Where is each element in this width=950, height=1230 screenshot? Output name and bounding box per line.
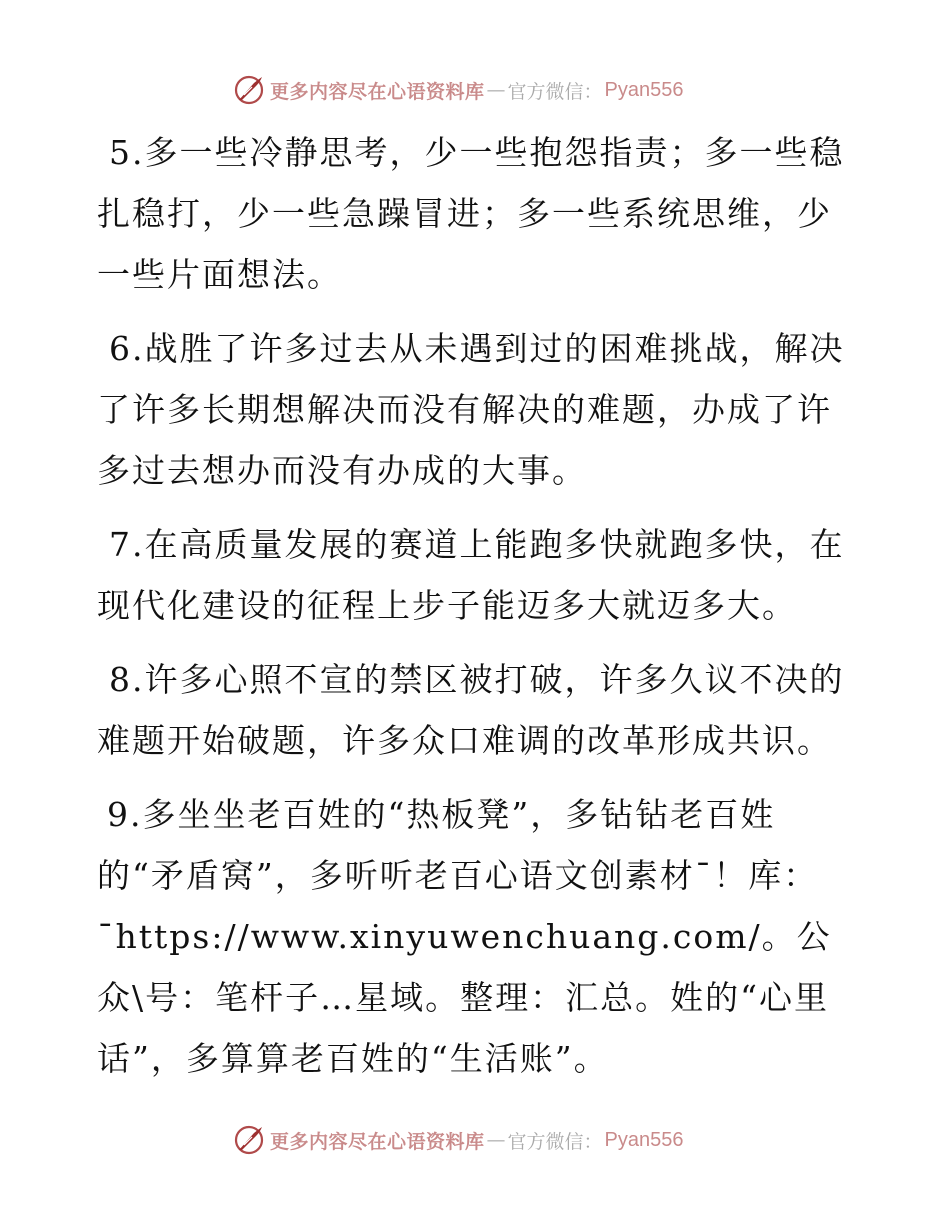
paragraph-number: 5. [109, 133, 145, 172]
paragraph-text: 在高质量发展的赛道上能跑多快就跑多快，在现代化建设的征程上步子能迈多大就迈多大。 [97, 525, 845, 625]
footer-wechat-label: 官方微信： [507, 1130, 603, 1153]
paragraph-9 [97, 784, 857, 1089]
paragraph-text: 战胜了许多过去从未遇到过的困难挑战，解决了许多长期想解决而没有解决的难题，办成了许多过去想办而没有办成的大事。 [97, 329, 845, 490]
header-site-text: 更多内容尽在心语资料库 [270, 80, 485, 103]
paragraph-number: 7. [109, 525, 145, 564]
feather-pen-circle-icon [232, 73, 266, 107]
paragraph-text: 多一些冷静思考，少一些抱怨指责；多一些稳扎稳打，少一些急躁冒进；多一些系统思维，少一些片面想法。 [97, 133, 845, 294]
header-wechat-label: 官方微信： [507, 80, 603, 103]
paragraph-number: 9. [107, 795, 143, 834]
paragraph-text: 多坐坐老百姓的“热板凳”，多钻钻老百姓的“矛盾窝”，多听听老百心语文创素材¯！库：¯https://www.xinyuwenchuang.com/。公众\号：笔杆子…星域。整理：汇总。姓的“心里话”，多算算老百姓的“生活账”。 [97, 795, 832, 1078]
paragraph-8 [97, 649, 857, 771]
header-wechat-id: Pyan556 [604, 78, 684, 101]
footer-wechat-id: Pyan556 [604, 1128, 684, 1151]
header-separator: — [486, 79, 506, 101]
feather-pen-circle-icon [232, 1123, 266, 1157]
header-banner [232, 72, 684, 108]
paragraph-6 [97, 318, 857, 501]
paragraph-text: 许多心照不宣的禁区被打破，许多久议不决的难题开始破题，许多众口难调的改革形成共识。 [97, 660, 845, 760]
paragraph-5 [97, 122, 857, 305]
paragraph-7 [97, 514, 857, 636]
footer-site-text: 更多内容尽在心语资料库 [270, 1130, 485, 1153]
paragraph-number: 8. [109, 660, 145, 699]
footer-banner [232, 1122, 684, 1158]
footer-separator: — [486, 1129, 506, 1151]
document-body [97, 122, 857, 1102]
paragraph-number: 6. [109, 329, 145, 368]
